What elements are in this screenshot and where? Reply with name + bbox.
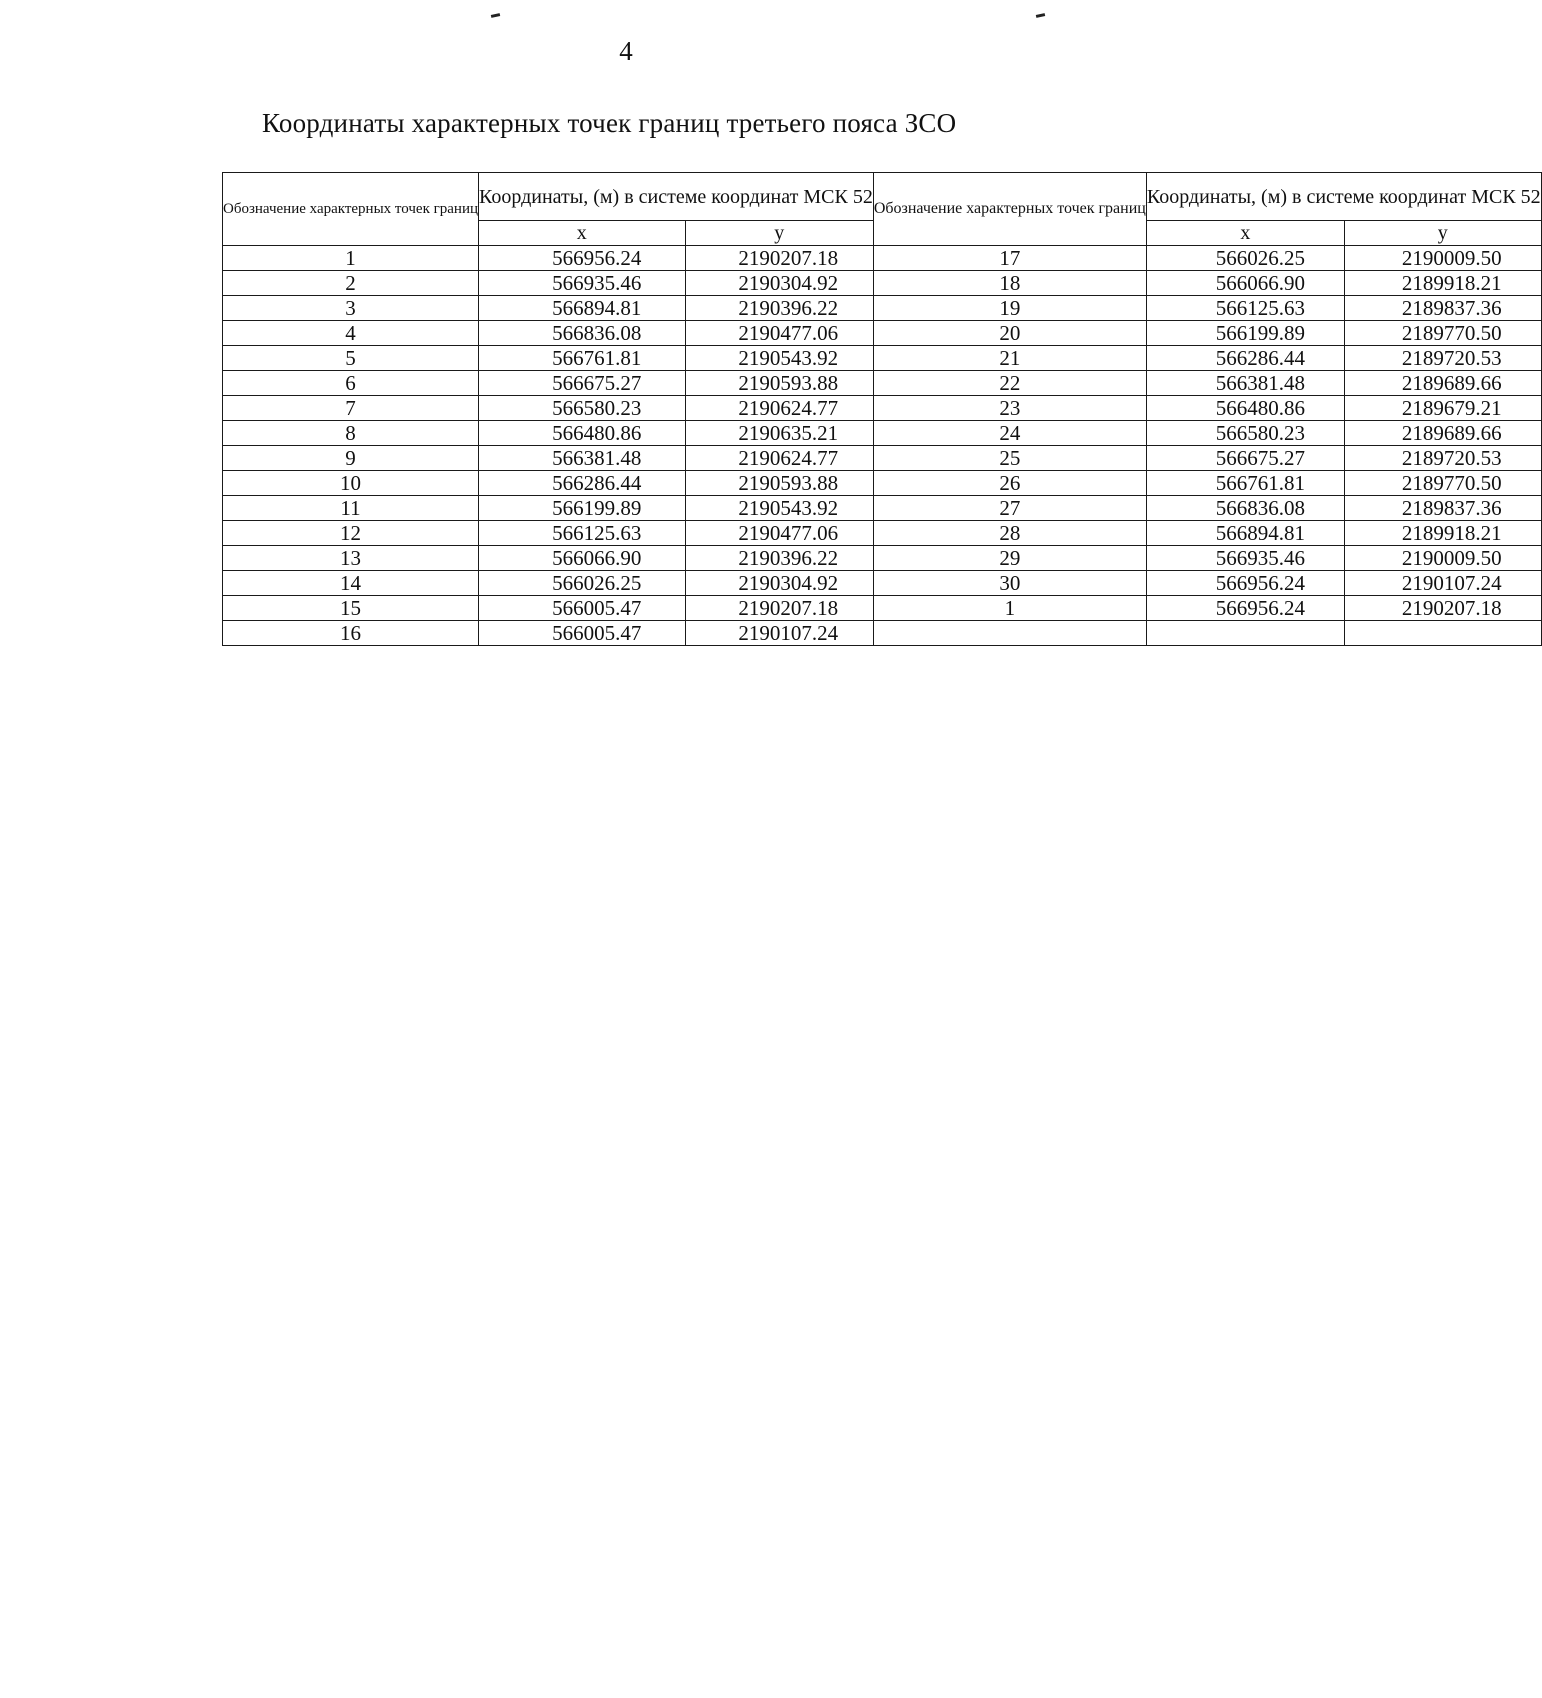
table-row: [223, 621, 1542, 646]
x-coordinate-left: 566286.44: [479, 471, 686, 496]
table-row: [223, 471, 1542, 496]
table-row: [223, 321, 1542, 346]
point-number-right: 20: [873, 321, 1146, 346]
x-coordinate-right: 566026.25: [1146, 246, 1344, 271]
y-coordinate-left: 2190207.18: [685, 596, 873, 621]
y-coordinate-left: 2190543.92: [685, 496, 873, 521]
x-coordinate-left: 566066.90: [479, 546, 686, 571]
y-coordinate-left: 2190477.06: [685, 521, 873, 546]
y-coordinate-right: [1344, 621, 1541, 646]
y-coordinate-left: 2190304.92: [685, 271, 873, 296]
x-coordinate-right: 566894.81: [1146, 521, 1344, 546]
x-coordinate-left: 566580.23: [479, 396, 686, 421]
table-row: [223, 521, 1542, 546]
y-coordinate-right: 2189770.50: [1344, 471, 1541, 496]
point-number-right: 27: [873, 496, 1146, 521]
point-number-right: 17: [873, 246, 1146, 271]
point-number-right: 22: [873, 371, 1146, 396]
table-row: [223, 371, 1542, 396]
table-row: [223, 271, 1542, 296]
x-coordinate-right: 566480.86: [1146, 396, 1344, 421]
point-number-right: 18: [873, 271, 1146, 296]
y-coordinate-left: 2190477.06: [685, 321, 873, 346]
y-coordinate-left: 2190107.24: [685, 621, 873, 646]
y-coordinate-right: 2189689.66: [1344, 371, 1541, 396]
y-coordinate-right: 2189689.66: [1344, 421, 1541, 446]
point-number-right: 21: [873, 346, 1146, 371]
point-number-left: 8: [223, 421, 479, 446]
table-row: [223, 496, 1542, 521]
x-coordinate-right: 566381.48: [1146, 371, 1344, 396]
table-row: [223, 546, 1542, 571]
point-number-right: 24: [873, 421, 1146, 446]
header-point-label-left: Обозначение характерных точек границ: [223, 173, 479, 246]
table-row: [223, 446, 1542, 471]
point-number-left: 3: [223, 296, 479, 321]
table-row: [223, 296, 1542, 321]
point-number-left: 7: [223, 396, 479, 421]
point-number-right: 28: [873, 521, 1146, 546]
y-coordinate-right: 2189720.53: [1344, 446, 1541, 471]
scan-mark: [1036, 13, 1045, 18]
x-coordinate-left: 566125.63: [479, 521, 686, 546]
x-coordinate-left: 566026.25: [479, 571, 686, 596]
x-coordinate-right: 566956.24: [1146, 596, 1344, 621]
y-coordinate-right: 2190009.50: [1344, 546, 1541, 571]
x-coordinate-left: 566956.24: [479, 246, 686, 271]
header-x-right: x: [1146, 221, 1344, 246]
x-coordinate-right: 566125.63: [1146, 296, 1344, 321]
x-coordinate-right: 566761.81: [1146, 471, 1344, 496]
y-coordinate-left: 2190593.88: [685, 471, 873, 496]
table-header: [223, 173, 1542, 246]
table-row: [223, 396, 1542, 421]
point-number-left: 4: [223, 321, 479, 346]
y-coordinate-left: 2190624.77: [685, 446, 873, 471]
x-coordinate-right: 566286.44: [1146, 346, 1344, 371]
y-coordinate-left: 2190593.88: [685, 371, 873, 396]
x-coordinate-left: 566935.46: [479, 271, 686, 296]
header-y-right: y: [1344, 221, 1541, 246]
point-number-right: 26: [873, 471, 1146, 496]
scan-mark: [491, 13, 500, 18]
y-coordinate-right: 2189679.21: [1344, 396, 1541, 421]
point-number-left: 2: [223, 271, 479, 296]
y-coordinate-left: 2190396.22: [685, 296, 873, 321]
x-coordinate-left: 566005.47: [479, 621, 686, 646]
point-number-right: 25: [873, 446, 1146, 471]
point-number-left: 16: [223, 621, 479, 646]
x-coordinate-left: 566480.86: [479, 421, 686, 446]
x-coordinate-left: 566836.08: [479, 321, 686, 346]
page-number: 4: [619, 36, 633, 66]
header-x-left: x: [479, 221, 686, 246]
x-coordinate-right: 566836.08: [1146, 496, 1344, 521]
x-coordinate-right: 566199.89: [1146, 321, 1344, 346]
page-title: Координаты характерных точек границ третьего пояса ЗСО: [262, 108, 957, 138]
x-coordinate-left: 566381.48: [479, 446, 686, 471]
point-number-left: 10: [223, 471, 479, 496]
header-y-left: y: [685, 221, 873, 246]
x-coordinate-right: 566675.27: [1146, 446, 1344, 471]
y-coordinate-left: 2190635.21: [685, 421, 873, 446]
y-coordinate-right: 2189770.50: [1344, 321, 1541, 346]
point-number-right: 19: [873, 296, 1146, 321]
point-number-left: 13: [223, 546, 479, 571]
point-number-left: 6: [223, 371, 479, 396]
y-coordinate-right: 2190207.18: [1344, 596, 1541, 621]
y-coordinate-left: 2190304.92: [685, 571, 873, 596]
y-coordinate-right: 2189918.21: [1344, 521, 1541, 546]
point-number-left: 5: [223, 346, 479, 371]
x-coordinate-left: 566761.81: [479, 346, 686, 371]
table-body: [223, 246, 1542, 646]
y-coordinate-left: 2190396.22: [685, 546, 873, 571]
point-number-right: 1: [873, 596, 1146, 621]
y-coordinate-right: 2189720.53: [1344, 346, 1541, 371]
point-number-left: 12: [223, 521, 479, 546]
x-coordinate-right: [1146, 621, 1344, 646]
y-coordinate-right: 2190009.50: [1344, 246, 1541, 271]
table-row: [223, 571, 1542, 596]
header-point-label-right: Обозначение характерных точек границ: [873, 173, 1146, 246]
coordinates-table: [222, 172, 1542, 646]
y-coordinate-left: 2190207.18: [685, 246, 873, 271]
x-coordinate-right: 566066.90: [1146, 271, 1344, 296]
table-row: [223, 421, 1542, 446]
y-coordinate-right: 2189837.36: [1344, 496, 1541, 521]
table-row: [223, 596, 1542, 621]
point-number-left: 14: [223, 571, 479, 596]
y-coordinate-left: 2190543.92: [685, 346, 873, 371]
point-number-right: 30: [873, 571, 1146, 596]
y-coordinate-right: 2189837.36: [1344, 296, 1541, 321]
point-number-right: 29: [873, 546, 1146, 571]
x-coordinate-left: 566005.47: [479, 596, 686, 621]
point-number-right: 23: [873, 396, 1146, 421]
x-coordinate-right: 566580.23: [1146, 421, 1344, 446]
x-coordinate-left: 566675.27: [479, 371, 686, 396]
header-coords-label-right: Координаты, (м) в системе координат МСК 52: [1146, 173, 1541, 221]
y-coordinate-left: 2190624.77: [685, 396, 873, 421]
x-coordinate-left: 566894.81: [479, 296, 686, 321]
header-coords-label-left: Координаты, (м) в системе координат МСК 52: [479, 173, 874, 221]
table-row: [223, 346, 1542, 371]
x-coordinate-right: 566935.46: [1146, 546, 1344, 571]
x-coordinate-right: 566956.24: [1146, 571, 1344, 596]
x-coordinate-left: 566199.89: [479, 496, 686, 521]
y-coordinate-right: 2190107.24: [1344, 571, 1541, 596]
point-number-left: 15: [223, 596, 479, 621]
table-row: [223, 246, 1542, 271]
point-number-left: 11: [223, 496, 479, 521]
point-number-right: [873, 621, 1146, 646]
point-number-left: 9: [223, 446, 479, 471]
point-number-left: 1: [223, 246, 479, 271]
y-coordinate-right: 2189918.21: [1344, 271, 1541, 296]
